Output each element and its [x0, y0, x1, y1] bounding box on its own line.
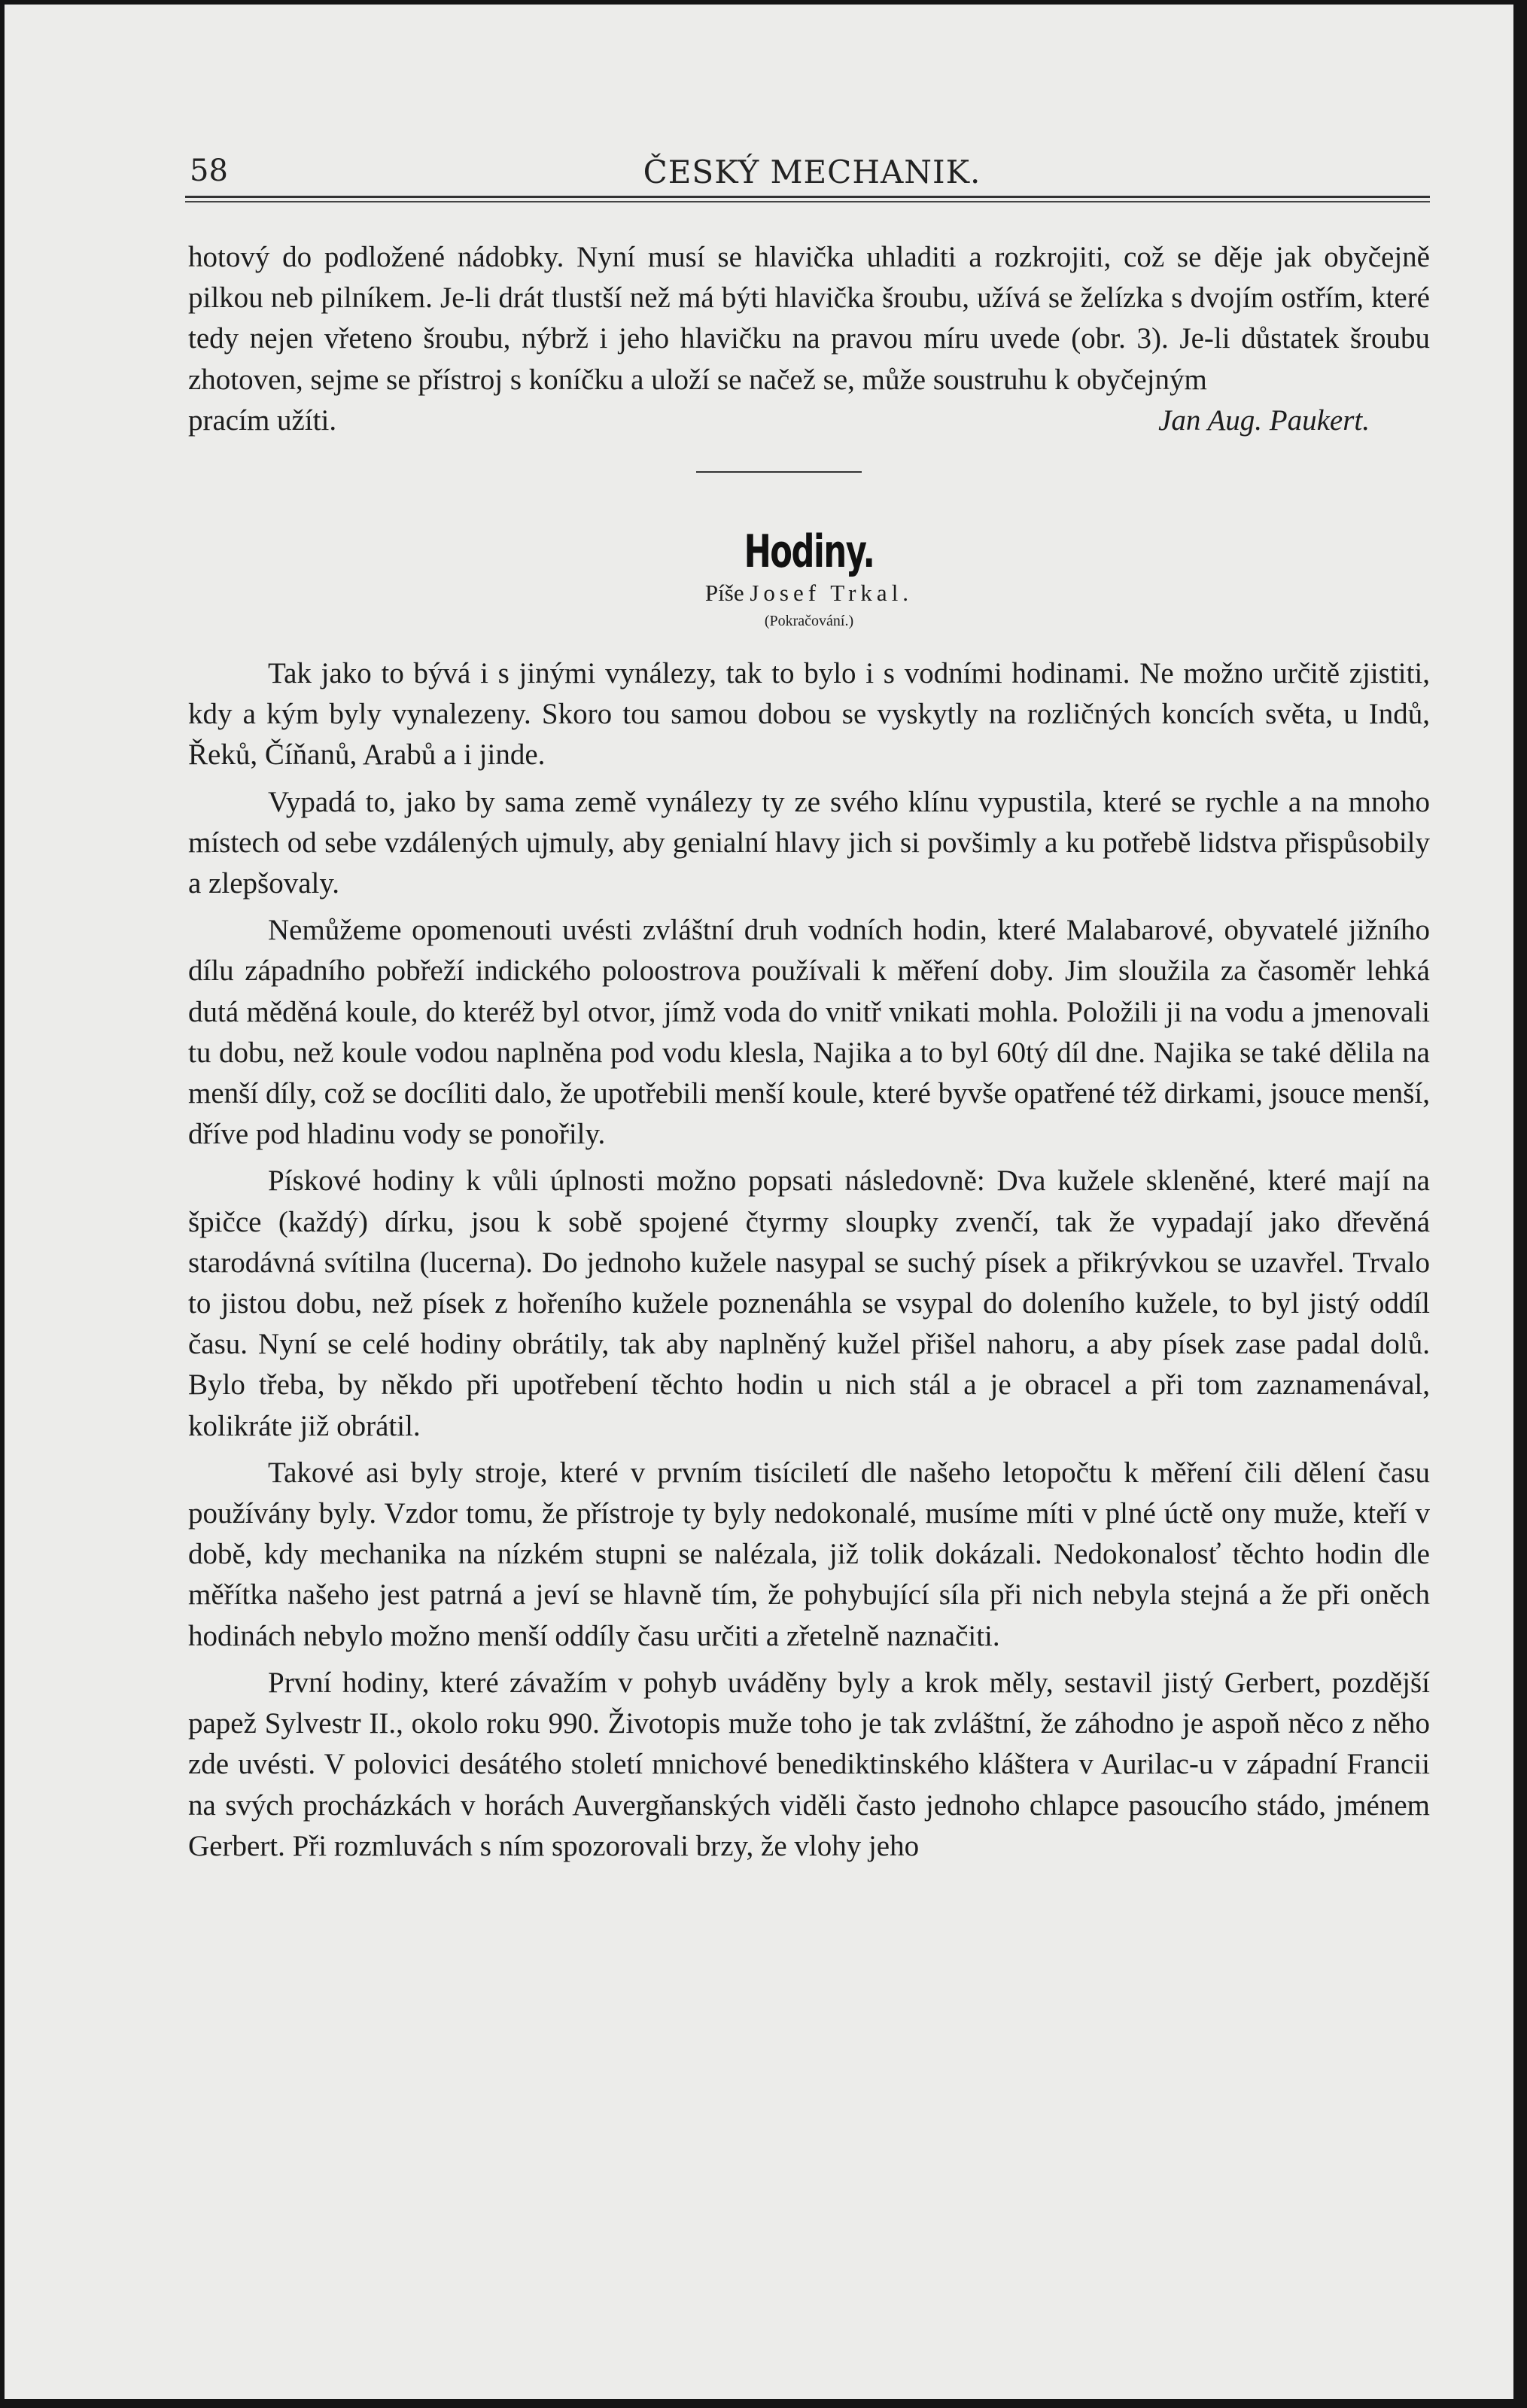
byline-prefix: Píše [704, 580, 744, 607]
article-paragraph: Takové asi byly stroje, které v prvním tisíciletí dle našeho letopočtu k měření čili dělení času používány byly. Vzdor tomu, že přístroje ty byly nedokonalé, musíme míti v plné úctě ony muže, kteří v době, kdy mechanika na nízkém stupni se nalézala, již tolik dokázali. Nedokonalosť těchto hodin dle měřítka našeho jest patrná a jeví se hlavně tím, že pohybující síla při nich nebyla stejná a že při oněch hodinách nebylo možno menší oddíly času určiti a zřetelně naznačiti. [188, 1456, 1430, 1652]
intro-closing-line [188, 400, 1430, 441]
article-paragraph: Vypadá to, jako by sama země vynálezy ty ze svého klínu vypustila, které se rychle a na mnoho místech od sebe vzdálených ujmuly, aby genialní hlavy jich si povšimly a ku potřebě lidstva přispůsobily a zlepšovaly. [188, 785, 1430, 900]
article-paragraph: Pískové hodiny k vůli úplnosti možno popsati následovně: Dva kužele skleněné, které mají na špičce (každý) dírku, jsou k sobě spojené čtyrmy sloupky zvenčí, tak že vypadají jako dřevěná starodávná svítilna (lucerna). Do jednoho kužele nasypal se suchý písek a přikrývkou se uzavřel. Trvalo to jistou dobu, než písek z hořeního kužele poznenáhla se vsypal do doleního kužele, to byl jistý oddíl času. Nyní se celé hodiny obrátily, tak aby naplněný kužel přišel nahoru, a aby písek zase padal dolů. Bylo třeba, by někdo při upotřebení těchto hodin u nich stál a je obracel a při tom zaznamenával, kolikráte již obrátil. [188, 1164, 1430, 1442]
intro-paragraph: hotový do podložené nádobky. Nyní musí se hlavička uhladiti a rozkrojiti, což se děje jak obyčejně pilkou neb pilníkem. Je-li drát tlustší než má býti hlavička šroubu, užívá se želízka s dvojím ostřím, které tedy nejen vřeteno šroubu, nýbrž i jeho hlavičku na pravou míru uvede (obr. 3). Je-li důstatek šroubu zhotoven, sejme se přístroj s koníčku a uloží se načež se, může soustruhu k obyčejným [188, 241, 1430, 396]
journal-title: ČESKÝ MECHANIK. [643, 154, 981, 190]
article-paragraph: První hodiny, které závažím v pohyb uváděny byly a krok měly, sestavil jistý Gerbert, pozdější papež Sylvestr II., okolo roku 990. Životopis muže toho je tak zvláštní, že záhodno je aspoň něco z něho zde uvésti. V polovici desátého století mnichové benediktinského kláštera v Aurilac-u v západní Francii na svých procházkách v horách Auvergňanských viděli často jednoho chlapce pasoucího stádo, jménem Gerbert. Při rozmluvách s ním spozorovali brzy, že vlohy jeho [188, 1666, 1430, 1862]
article-paragraph: Nemůžeme opomenouti uvésti zvláštní druh vodních hodin, které Malabarové, obyvatelé jižního dílu západního pobřeží indického poloostrova používali k měření doby. Jim sloužila za časoměr lehká dutá měděná koule, do kteréž byl otvor, jímž voda do vnitř vnikati mohla. Položili ji na vodu a jmenovali tu dobu, než koule vodou naplněna pod vodu klesla, Najika a to byl 60tý díl dne. Najika se také dělila na menší díly, což se docíliti dalo, že upotřebili menší koule, které byvše opatřené též dirkami, jsouce menší, dříve pod hladinu vody se ponořily. [188, 914, 1430, 1151]
continued-note: (Pokračování.) [764, 613, 854, 630]
article-paragraph: Tak jako to bývá i s jinými vynálezy, tak to bylo i s vodními hodinami. Ne možno určitě zjistiti, kdy a kým byly vynalezeny. Skoro tou samou dobou se vyskytly na rozličných koncích světa, u Indů, Řeků, Číňanů, Arabů a i jinde. [188, 657, 1430, 772]
page-body [188, 237, 1430, 1867]
byline [188, 580, 1430, 607]
signature: Jan Aug. Paukert. [1158, 403, 1370, 437]
page-number: 58 [190, 154, 228, 188]
header-rule-thin [185, 201, 1430, 202]
intro-last-line: pracím užíti. [188, 403, 337, 437]
header-rule [185, 196, 1430, 198]
article-title: Hodiny. [744, 525, 875, 579]
author-name: Josef Trkal. [750, 580, 914, 607]
running-header [190, 148, 1434, 200]
section-divider [696, 471, 862, 473]
